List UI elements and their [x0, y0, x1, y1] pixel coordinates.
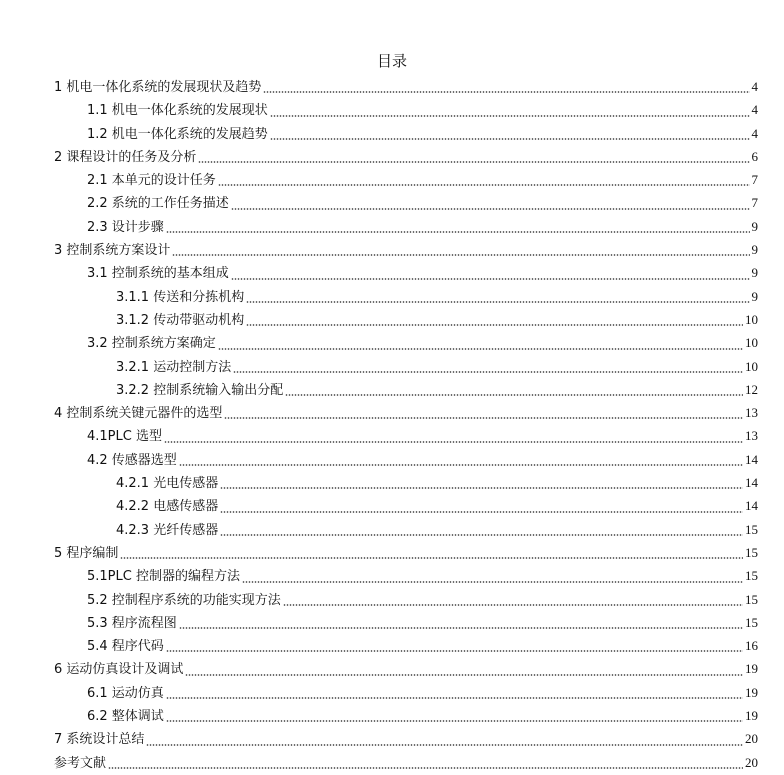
toc-entry-label: 5.1PLC 控制器的编程方法	[87, 569, 240, 585]
dot-leader	[179, 464, 743, 466]
dot-leader	[231, 208, 750, 210]
dot-leader	[246, 301, 749, 303]
toc-entry-label: 7 系统设计总结	[54, 732, 145, 748]
toc-entry[interactable]	[54, 425, 758, 448]
toc-entry-label: 5.2 控制程序系统的功能实现方法	[87, 592, 281, 608]
dot-leader	[224, 417, 743, 419]
toc-entry-label: 1.1 机电一体化系统的发展现状	[87, 103, 268, 119]
toc-title: 目录	[376, 52, 407, 70]
dot-leader	[283, 604, 743, 606]
dot-leader	[166, 720, 743, 722]
toc-entry-label: 3.1.1 传送和分拣机构	[116, 289, 245, 305]
toc-entry[interactable]	[54, 146, 758, 169]
toc-entry-label: 1 机电一体化系统的发展现状及趋势	[54, 80, 262, 95]
toc-entry-page-number: 14	[745, 451, 758, 467]
toc-entry[interactable]	[54, 402, 758, 425]
toc-entry-page-number: 6	[751, 148, 758, 164]
dot-leader	[166, 231, 750, 233]
toc-entry-label: 5.4 程序代码	[87, 639, 164, 655]
toc-entry-label: 2.3 设计步骤	[87, 219, 164, 235]
dot-leader	[179, 627, 743, 629]
toc-entry[interactable]	[54, 565, 758, 588]
toc-entry[interactable]	[54, 495, 758, 518]
toc-entry[interactable]	[54, 635, 758, 658]
dot-leader	[263, 91, 749, 93]
toc-entry[interactable]	[54, 705, 758, 728]
toc-entry-page-number: 20	[745, 754, 758, 770]
dot-leader	[146, 744, 743, 746]
toc-entry-label: 3.2.1 运动控制方法	[116, 359, 232, 375]
toc-entry[interactable]	[54, 449, 758, 472]
toc-entry-label: 参考文献	[54, 755, 107, 771]
toc-entry-page-number: 4	[751, 79, 758, 94]
toc-entry-page-number: 7	[751, 172, 758, 188]
dot-leader	[218, 348, 743, 350]
toc-entry-label: 3.1.2 传动带驱动机构	[116, 312, 245, 328]
toc-entry-page-number: 9	[751, 218, 758, 234]
dot-leader	[270, 138, 750, 140]
toc-entry[interactable]	[54, 519, 758, 542]
toc-entry-label: 3.1 控制系统的基本组成	[87, 266, 229, 282]
toc-entry-label: 3 控制系统方案设计	[54, 243, 171, 259]
toc-entry-page-number: 14	[745, 498, 758, 514]
toc-entry-label: 2.2 系统的工作任务描述	[87, 196, 229, 212]
toc-entry[interactable]	[54, 286, 758, 309]
toc-entry[interactable]	[54, 612, 758, 635]
toc-entry-page-number: 9	[751, 242, 758, 258]
dot-leader	[166, 650, 743, 652]
toc-entry-page-number: 15	[745, 544, 758, 560]
dot-leader	[246, 324, 743, 326]
dot-leader	[185, 674, 743, 676]
toc-entry[interactable]	[54, 379, 758, 402]
toc-entry-page-number: 16	[745, 638, 758, 654]
dot-leader	[164, 441, 743, 443]
toc-entry-label: 4.2.2 电感传感器	[116, 499, 219, 515]
toc-entry-page-number: 7	[751, 195, 758, 211]
toc-entry-page-number: 19	[745, 708, 758, 724]
toc-entry[interactable]	[54, 682, 758, 705]
toc-entry-label: 5 程序编制	[54, 545, 119, 561]
toc-entry[interactable]	[54, 239, 758, 262]
dot-leader	[218, 184, 750, 186]
toc-entry[interactable]	[54, 123, 758, 146]
toc-entry-page-number: 10	[745, 335, 758, 351]
dot-leader	[172, 254, 749, 256]
toc-entry[interactable]	[54, 192, 758, 215]
toc-entry-label: 3.2 控制系统方案确定	[87, 336, 216, 352]
dot-leader	[242, 581, 743, 583]
toc-entry[interactable]	[54, 169, 758, 192]
toc-entry[interactable]	[54, 356, 758, 379]
toc-entry[interactable]	[54, 542, 758, 565]
toc-entry[interactable]	[54, 589, 758, 612]
toc-entry-label: 4.2.3 光纤传感器	[116, 522, 219, 538]
toc-entry-page-number: 9	[751, 265, 758, 281]
toc-entry-page-number: 10	[745, 358, 758, 374]
dot-leader	[270, 115, 750, 117]
toc-entry-page-number: 15	[745, 614, 758, 630]
toc-entry[interactable]	[54, 332, 758, 355]
toc-entry-page-number: 4	[751, 125, 758, 141]
toc-entry-page-number: 4	[751, 102, 758, 118]
toc-entry-label: 2 课程设计的任务及分析	[54, 149, 197, 165]
toc-entry[interactable]	[54, 728, 758, 751]
toc-entry-label: 1.2 机电一体化系统的发展趋势	[87, 126, 268, 142]
toc-entry[interactable]	[54, 309, 758, 332]
toc-entry[interactable]	[54, 472, 758, 495]
toc-entry-page-number: 20	[745, 731, 758, 747]
dot-leader	[166, 697, 743, 699]
toc-entry[interactable]	[54, 752, 758, 775]
dot-leader	[220, 511, 743, 513]
toc-entry-page-number: 12	[745, 381, 758, 397]
toc-entry[interactable]	[54, 658, 758, 681]
dot-leader	[231, 278, 750, 280]
toc-entry[interactable]	[54, 76, 758, 99]
toc-entry-label: 3.2.2 控制系统输入输出分配	[116, 382, 284, 398]
toc-entry-page-number: 14	[745, 475, 758, 491]
toc-entry[interactable]	[54, 262, 758, 285]
toc-entry-page-number: 13	[745, 428, 758, 444]
toc-entry-page-number: 9	[751, 288, 758, 304]
toc-entry-page-number: 15	[745, 568, 758, 584]
toc-entry-label: 6 运动仿真设计及调试	[54, 662, 184, 678]
toc-entry-label: 6.1 运动仿真	[87, 685, 164, 701]
dot-leader	[120, 557, 743, 559]
toc-entry-label: 4.2.1 光电传感器	[116, 476, 219, 492]
toc-entry-label: 5.3 程序流程图	[87, 615, 177, 631]
toc-entry[interactable]	[54, 99, 758, 122]
toc-entry-page-number: 15	[745, 521, 758, 537]
dot-leader	[233, 371, 743, 373]
toc-entry-page-number: 19	[745, 661, 758, 677]
dot-leader	[220, 534, 743, 536]
dot-leader	[220, 487, 743, 489]
table-of-contents	[54, 76, 758, 775]
dot-leader	[285, 394, 743, 396]
toc-entry-label: 4 控制系统关键元器件的选型	[54, 406, 223, 422]
toc-entry-page-number: 13	[745, 405, 758, 421]
toc-entry-label: 2.1 本单元的设计任务	[87, 173, 216, 189]
toc-entry-label: 6.2 整体调试	[87, 709, 164, 725]
dot-leader	[198, 161, 749, 163]
toc-entry-label: 4.1PLC 选型	[87, 429, 162, 445]
toc-entry-page-number: 19	[745, 684, 758, 700]
toc-entry-page-number: 15	[745, 591, 758, 607]
toc-entry-page-number: 10	[745, 311, 758, 327]
toc-entry[interactable]	[54, 216, 758, 239]
dot-leader	[108, 767, 743, 769]
toc-entry-label: 4.2 传感器选型	[87, 452, 177, 468]
